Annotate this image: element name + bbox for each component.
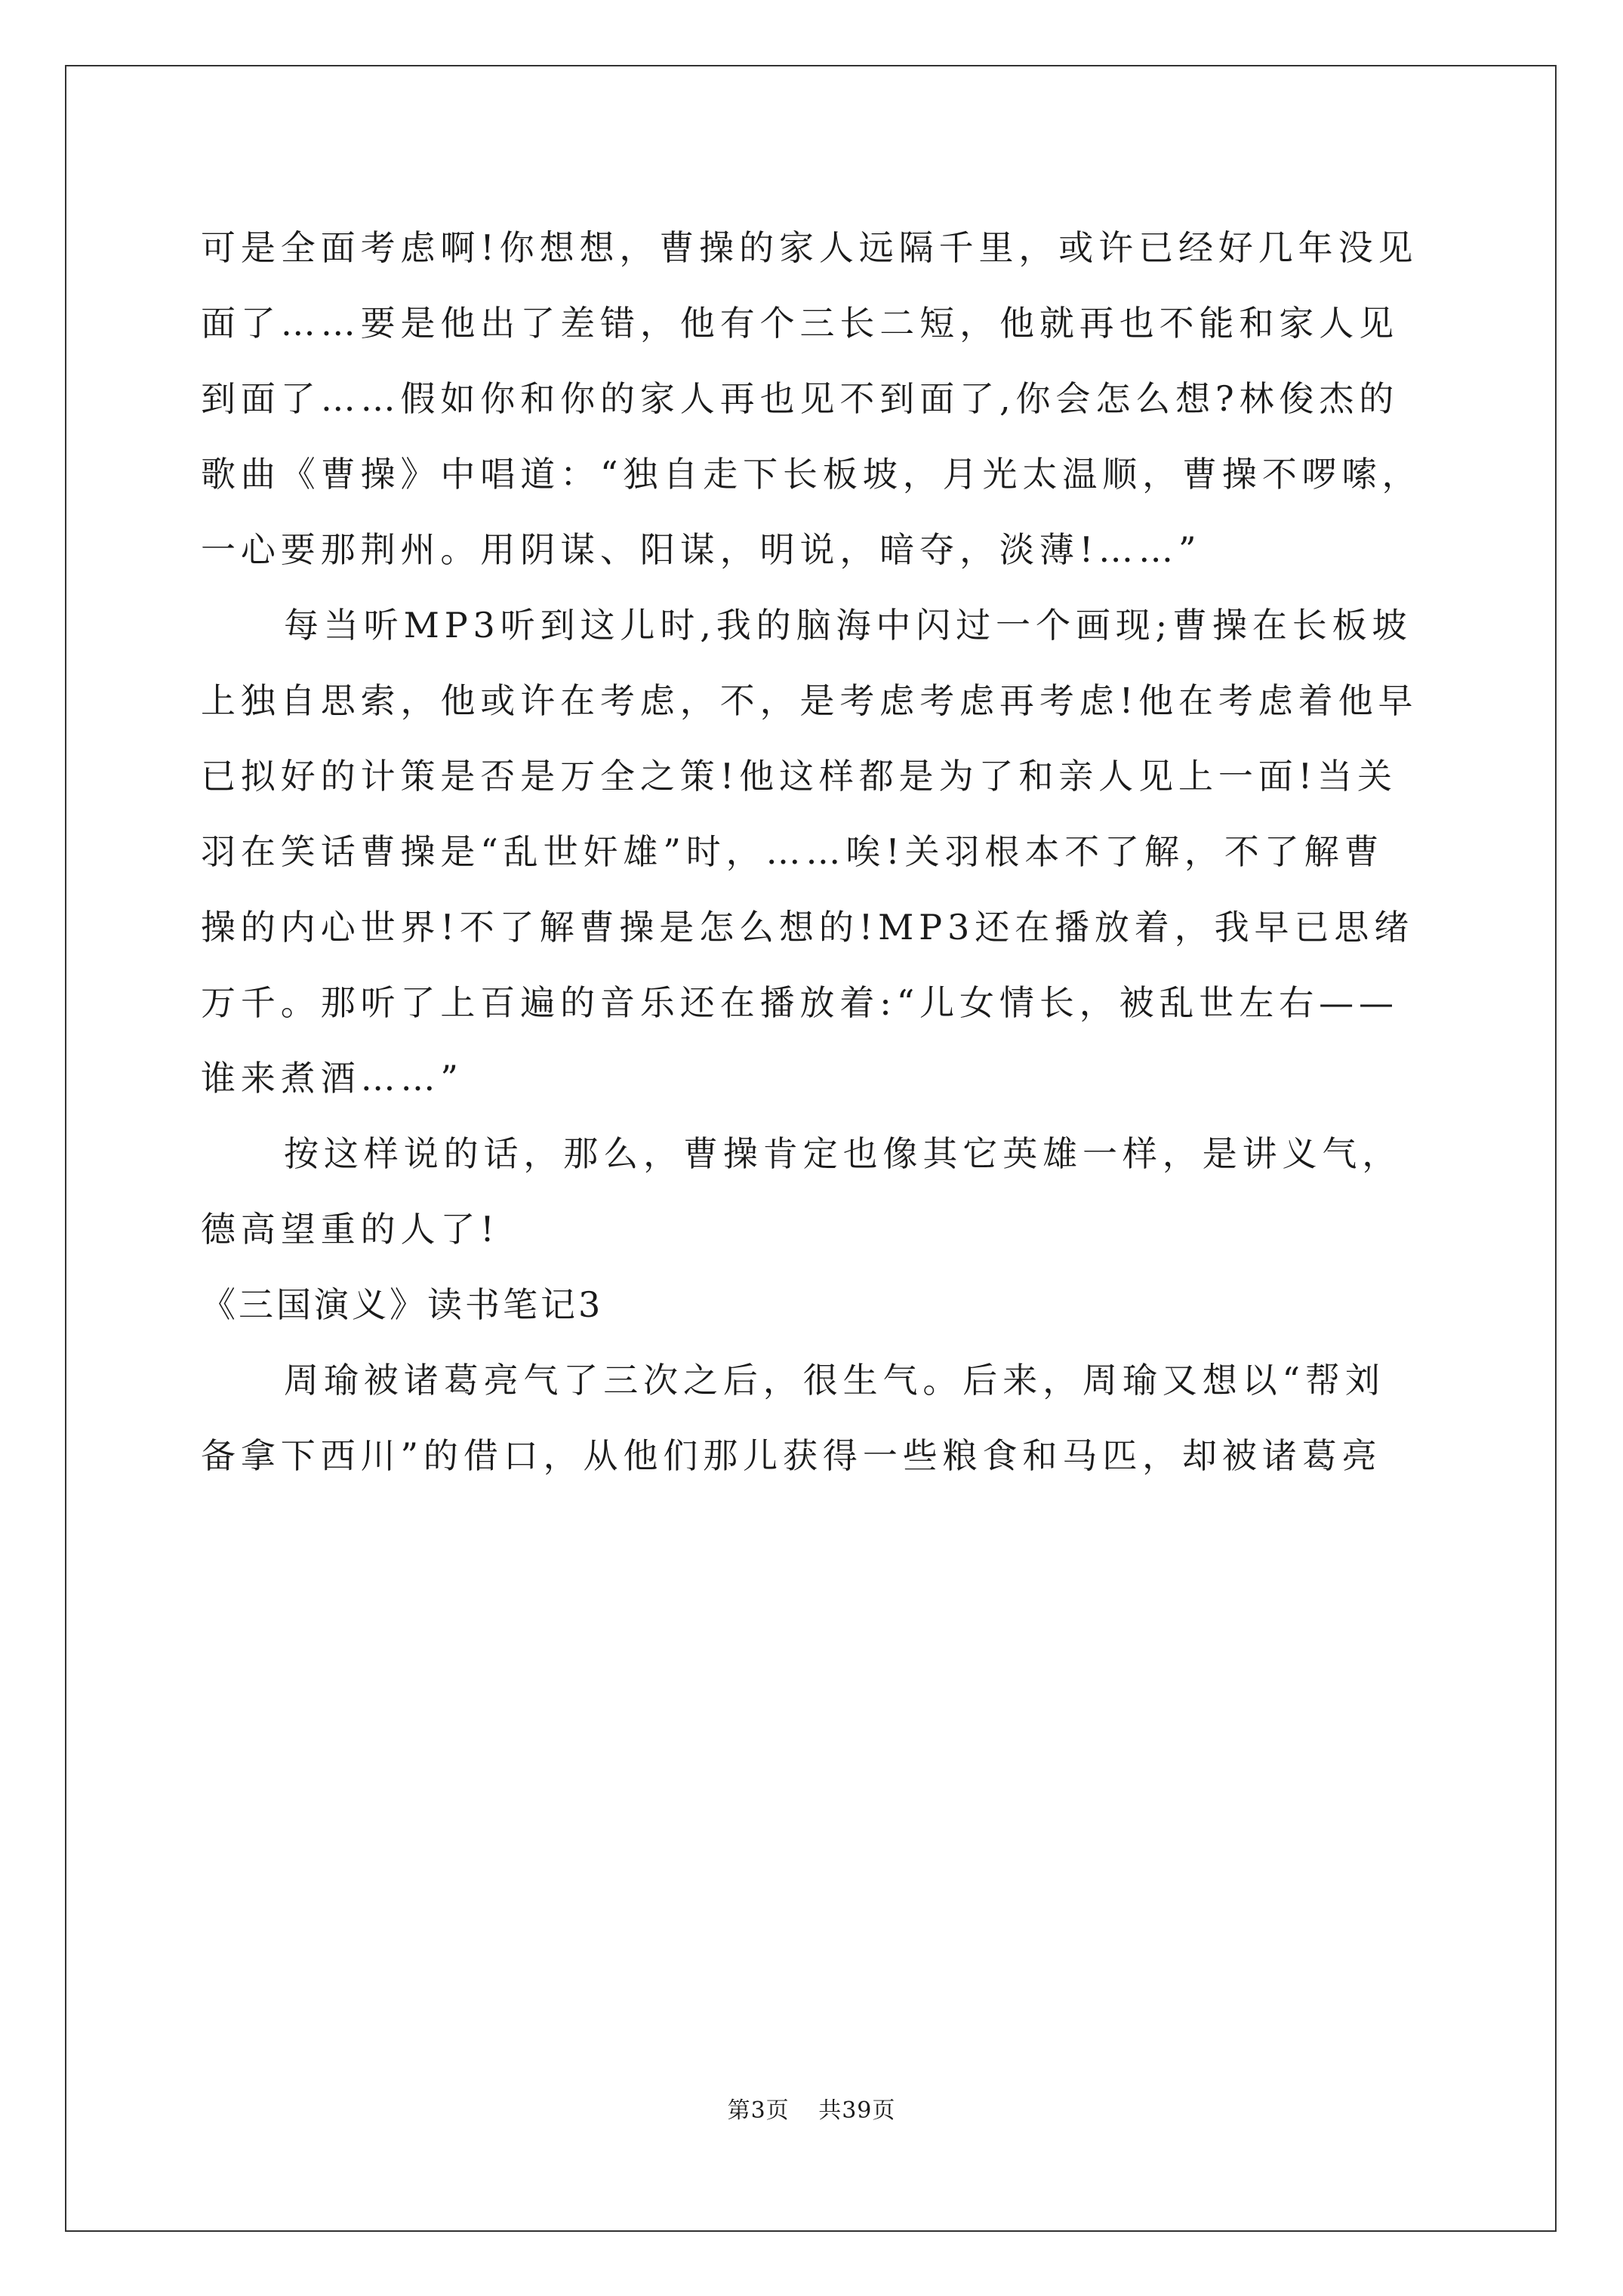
text-line: 备拿下西川”的借口，从他们那儿获得一些粮食和马匹，却被诸葛亮 xyxy=(201,1435,1382,1476)
paragraph-first-line: 按这样说的话，那么，曹操肯定也像其它英雄一样，是讲义气， xyxy=(284,1133,1403,1174)
page-footer xyxy=(0,2096,1623,2126)
text-line: 歌曲《曹操》中唱道：“独自走下长板坡，月光太温顺，曹操不啰嗦， xyxy=(201,454,1422,495)
text-line: 一心要那荆州。用阴谋、阳谋，明说，暗夺，淡薄!……” xyxy=(201,529,1202,570)
text-line: 上独自思索，他或许在考虑，不，是考虑考虑再考虑!他在考虑着他早 xyxy=(201,680,1418,721)
text-line: 面了……要是他出了差错，他有个三长二短，他就再也不能和家人见 xyxy=(201,303,1399,344)
text-line: 德高望重的人了! xyxy=(201,1209,500,1250)
paragraph-first-line: 每当听MP3听到这儿时,我的脑海中闪过一个画现;曹操在长板坡 xyxy=(284,605,1412,646)
page-number: 第3页 xyxy=(727,2097,790,2124)
text-line: 可是全面考虑啊!你想想，曹操的家人远隔千里，或许已经好几年没见 xyxy=(201,227,1418,268)
text-line: 到面了……假如你和你的家人再也见不到面了,你会怎么想?林俊杰的 xyxy=(201,378,1400,419)
text-line: 操的内心世界!不了解曹操是怎么想的!MP3还在播放着，我早已思绪 xyxy=(201,907,1415,948)
text-line: 谁来煮酒……” xyxy=(201,1058,463,1099)
text-line: 羽在笑话曹操是“乱世奸雄”时，……唉!关羽根本不了解，不了解曹 xyxy=(201,831,1384,872)
text-line: 已拟好的计策是否是万全之策!他这样都是为了和亲人见上一面!当关 xyxy=(201,756,1397,797)
text-line: 万千。那听了上百遍的音乐还在播放着:“儿女情长，被乱世左右—— xyxy=(201,982,1399,1023)
page-total: 共39页 xyxy=(818,2097,896,2124)
section-heading: 《三国演义》读书笔记3 xyxy=(201,1284,604,1325)
paragraph-first-line: 周瑜被诸葛亮气了三次之后，很生气。后来，周瑜又想以“帮刘 xyxy=(284,1360,1385,1401)
